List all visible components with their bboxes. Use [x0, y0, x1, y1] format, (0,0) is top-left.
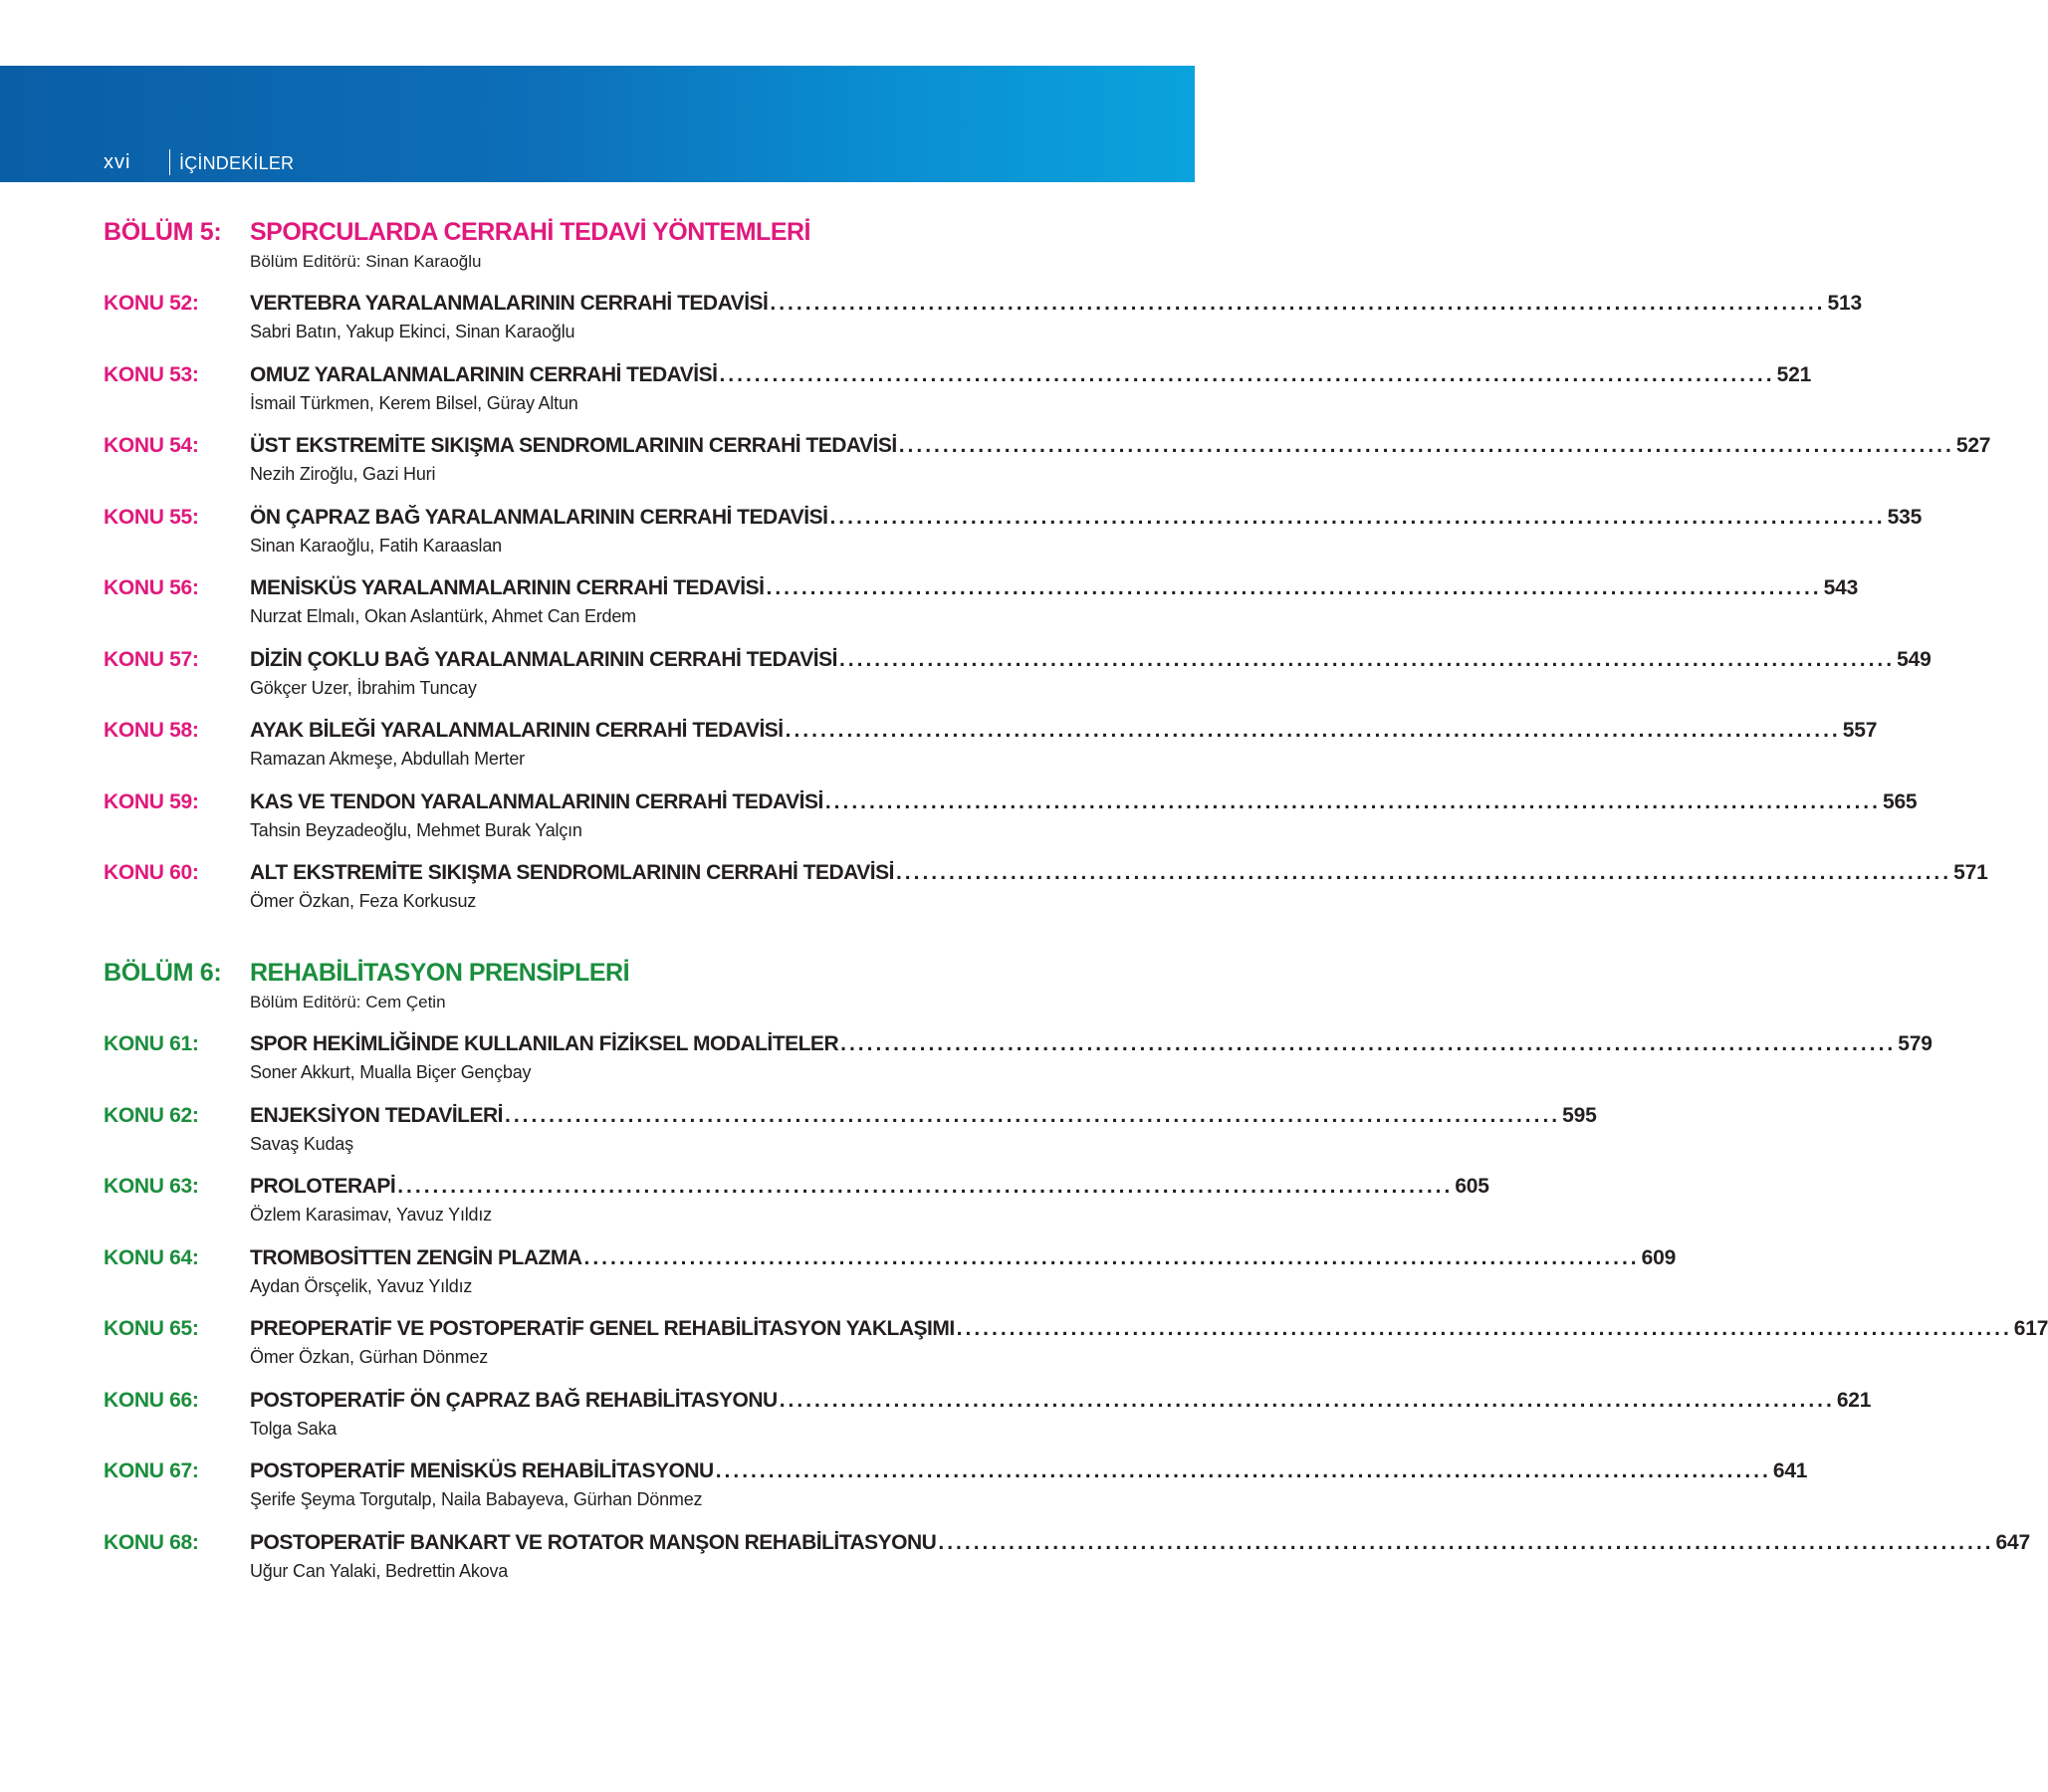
page-ref: 535	[1887, 505, 1923, 529]
chapter-authors: Nurzat Elmalı, Okan Aslantürk, Ahmet Can Erdem	[250, 606, 636, 626]
toc-entry[interactable]	[0, 647, 1932, 708]
toc-entry[interactable]	[0, 789, 1918, 850]
konu-label: KONU 63:	[104, 1175, 199, 1198]
chapter-title: ALT EKSTREMİTE SIKIŞMA SENDROMLARININ CERRAHİ TEDAVİSİ	[250, 861, 894, 884]
chapter-title: PROLOTERAPİ	[250, 1175, 396, 1198]
section-title: REHABİLİTASYON PRENSİPLERİ	[250, 959, 630, 987]
konu-label: KONU 56:	[104, 576, 199, 599]
chapter-title: ENJEKSİYON TEDAVİLERİ	[250, 1103, 503, 1127]
konu-label: KONU 54:	[104, 434, 199, 457]
chapter-title: POSTOPERATİF MENİSKÜS REHABİLİTASYONU	[250, 1459, 714, 1482]
chapter-authors: Sinan Karaoğlu, Fatih Karaaslan	[250, 535, 502, 556]
konu-label: KONU 65:	[104, 1317, 199, 1340]
dot-leader: ........................................................................................................................	[397, 1175, 1454, 1198]
konu-label: KONU 67:	[104, 1459, 199, 1482]
chapter-authors: Savaş Kudaş	[250, 1133, 353, 1154]
toc-line	[250, 362, 1812, 387]
page-ref: 579	[1898, 1032, 1933, 1055]
chapter-authors: Tolga Saka	[250, 1418, 338, 1439]
dot-leader: ........................................................................................................................	[719, 362, 1775, 386]
dot-leader: ........................................................................................................................	[829, 505, 1886, 529]
dot-leader: ........................................................................................................................	[785, 719, 1841, 742]
dot-leader: ........................................................................................................................	[770, 292, 1826, 315]
toc-entry[interactable]	[0, 1245, 1677, 1306]
chapter-title: POSTOPERATİF BANKART VE ROTATOR MANŞON REHABİLİTASYONU	[250, 1530, 937, 1554]
page-ref: 641	[1772, 1459, 1808, 1482]
toc-line	[250, 861, 1988, 885]
chapter-title: ÖN ÇAPRAZ BAĞ YARALANMALARININ CERRAHİ TEDAVİSİ	[250, 505, 828, 529]
section-label: BÖLÜM 6:	[104, 959, 222, 987]
dot-leader: ........................................................................................................................	[505, 1103, 1561, 1127]
dot-leader: ........................................................................................................................	[779, 1388, 1835, 1412]
toc-line	[250, 647, 1932, 672]
toc-line	[250, 1032, 1933, 1056]
chapter-authors: Ömer Özkan, Feza Korkusuz	[250, 891, 477, 911]
konu-label: KONU 55:	[104, 505, 199, 529]
header-divider	[169, 149, 170, 175]
page-ref: 609	[1641, 1245, 1677, 1269]
toc-entry[interactable]	[0, 362, 1812, 423]
toc-entry[interactable]	[0, 576, 1859, 636]
toc-line	[250, 789, 1918, 814]
section-label: BÖLÜM 5:	[104, 218, 222, 246]
page-ref: 557	[1842, 719, 1878, 742]
toc-entry[interactable]	[0, 1175, 1489, 1234]
chapter-authors: Tahsin Beyzadeoğlu, Mehmet Burak Yalçın	[250, 819, 582, 840]
page-ref: 513	[1827, 292, 1862, 315]
toc-line	[250, 1175, 1489, 1199]
dot-leader: ........................................................................................................................	[938, 1530, 1994, 1554]
chapter-authors: İsmail Türkmen, Kerem Bilsel, Güray Altun	[250, 392, 578, 413]
konu-label: KONU 53:	[104, 362, 199, 386]
dot-leader: ........................................................................................................................	[840, 1032, 1897, 1055]
konu-label: KONU 61:	[104, 1032, 199, 1055]
toc-entry[interactable]	[0, 1103, 1597, 1164]
chapter-title: VERTEBRA YARALANMALARININ CERRAHİ TEDAVİSİ	[250, 292, 769, 315]
chapter-title: MENİSKÜS YARALANMALARININ CERRAHİ TEDAVİSİ	[250, 576, 765, 599]
chapter-title: KAS VE TENDON YARALANMALARININ CERRAHİ TEDAVİSİ	[250, 789, 823, 813]
toc-line	[250, 505, 1923, 530]
konu-label: KONU 59:	[104, 789, 199, 813]
page-ref: 565	[1882, 789, 1918, 813]
toc-line	[250, 1459, 1808, 1483]
chapter-authors: Gökçer Uzer, İbrahim Tuncay	[250, 677, 477, 698]
chapter-authors: Özlem Karasimav, Yavuz Yıldız	[250, 1205, 492, 1225]
chapter-authors: Nezih Ziroğlu, Gazi Huri	[250, 464, 436, 484]
dot-leader: ........................................................................................................................	[766, 576, 1822, 599]
chapter-authors: Ramazan Akmeşe, Abdullah Merter	[250, 749, 525, 769]
chapter-authors: Soner Akkurt, Mualla Biçer Gençbay	[250, 1062, 532, 1082]
toc-entry[interactable]	[0, 505, 1923, 565]
toc-line	[250, 576, 1859, 600]
toc-line	[250, 1388, 1872, 1413]
toc-line	[250, 1103, 1597, 1128]
chapter-title: TROMBOSİTTEN ZENGİN PLAZMA	[250, 1245, 582, 1269]
chapter-title: DİZİN ÇOKLU BAĞ YARALANMALARININ CERRAHİ TEDAVİSİ	[250, 647, 837, 671]
konu-label: KONU 52:	[104, 292, 199, 315]
dot-leader: ........................................................................................................................	[838, 647, 1896, 671]
dot-leader: ........................................................................................................................	[583, 1245, 1640, 1269]
chapter-title: ÜST EKSTREMİTE SIKIŞMA SENDROMLARININ CERRAHİ TEDAVİSİ	[250, 434, 897, 457]
toc-entry[interactable]	[0, 1032, 1933, 1092]
page-ref: 617	[2013, 1317, 2048, 1340]
toc-line	[250, 434, 1991, 458]
page-header-band	[0, 66, 1195, 182]
section-6	[0, 959, 1195, 1011]
toc-entry[interactable]	[0, 292, 1862, 351]
page-ref: 605	[1455, 1175, 1489, 1198]
toc-line	[250, 719, 1878, 743]
page-ref: 521	[1776, 362, 1812, 386]
page-ref: 647	[1995, 1530, 2030, 1554]
toc-entry[interactable]	[0, 1317, 2048, 1377]
section-title: SPORCULARDA CERRAHİ TEDAVİ YÖNTEMLERİ	[250, 218, 811, 246]
chapter-authors: Uğur Can Yalaki, Bedrettin Akova	[250, 1560, 509, 1581]
konu-label: KONU 57:	[104, 647, 199, 671]
dot-leader: ........................................................................................................................	[824, 789, 1881, 813]
toc-entry[interactable]	[0, 1459, 1808, 1519]
chapter-title: AYAK BİLEĞİ YARALANMALARININ CERRAHİ TEDAVİSİ	[250, 719, 784, 742]
konu-label: KONU 60:	[104, 861, 199, 884]
toc-entry[interactable]	[0, 861, 1988, 921]
section-editor: Bölüm Editörü: Cem Çetin	[250, 993, 446, 1011]
page-ref: 527	[1955, 434, 1991, 457]
section-5	[0, 218, 1195, 271]
toc-line	[250, 1530, 2030, 1555]
toc-entry[interactable]	[0, 1388, 1872, 1449]
section-editor: Bölüm Editörü: Sinan Karaoğlu	[250, 252, 482, 271]
dot-leader: ........................................................................................................................	[895, 861, 1952, 884]
toc-line	[250, 1317, 2048, 1341]
chapter-title: OMUZ YARALANMALARININ CERRAHİ TEDAVİSİ	[250, 362, 718, 386]
konu-label: KONU 68:	[104, 1530, 199, 1554]
chapter-title: SPOR HEKİMLİĞİNDE KULLANILAN FİZİKSEL MODALİTELER	[250, 1032, 839, 1055]
toc-line	[250, 292, 1862, 316]
konu-label: KONU 62:	[104, 1103, 199, 1127]
header-title: İÇİNDEKİLER	[179, 153, 295, 173]
page-number: xvi	[104, 151, 131, 173]
chapter-authors: Şerife Şeyma Torgutalp, Naila Babayeva, Gürhan Dönmez	[250, 1489, 703, 1509]
dot-leader: ........................................................................................................................	[898, 434, 1954, 457]
dot-leader: ........................................................................................................................	[715, 1459, 1771, 1482]
page-ref: 595	[1562, 1103, 1597, 1127]
toc-entry[interactable]	[0, 434, 1991, 494]
konu-label: KONU 58:	[104, 719, 199, 742]
page-ref: 571	[1953, 861, 1988, 884]
konu-label: KONU 64:	[104, 1245, 199, 1269]
chapter-title: PREOPERATİF VE POSTOPERATİF GENEL REHABİLİTASYON YAKLAŞIMI	[250, 1317, 955, 1340]
chapter-authors: Ömer Özkan, Gürhan Dönmez	[250, 1347, 489, 1367]
konu-label: KONU 66:	[104, 1388, 199, 1412]
toc-line	[250, 1245, 1677, 1270]
page-ref: 543	[1823, 576, 1859, 599]
page-ref: 549	[1897, 647, 1932, 671]
dot-leader: ........................................................................................................................	[956, 1317, 2012, 1340]
toc-entry[interactable]	[0, 1530, 2030, 1591]
chapter-authors: Aydan Örsçelik, Yavuz Yıldız	[250, 1275, 473, 1296]
chapter-authors: Sabri Batın, Yakup Ekinci, Sinan Karaoğlu	[250, 322, 575, 341]
page-ref: 621	[1836, 1388, 1872, 1412]
toc-entry[interactable]	[0, 719, 1878, 779]
chapter-title: POSTOPERATİF ÖN ÇAPRAZ BAĞ REHABİLİTASYONU	[250, 1388, 778, 1412]
